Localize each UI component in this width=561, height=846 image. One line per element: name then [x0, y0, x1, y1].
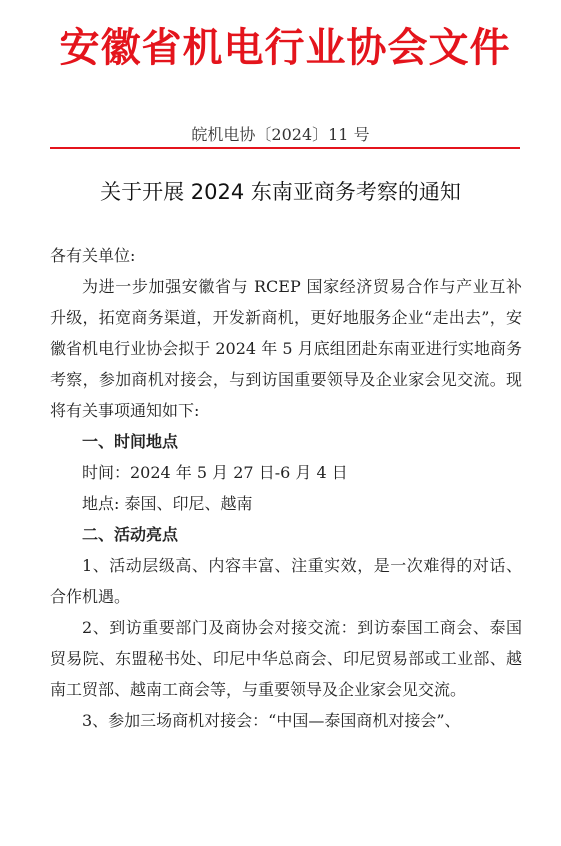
- place-line: 地点: 泰国、印尼、越南: [82, 494, 253, 513]
- document-title: 关于开展 2024 东南亚商务考察的通知: [100, 180, 461, 204]
- highlight-item-2: 2、到访重要部门及商协会对接交流：到访泰国工商会、泰国贸易院、东盟秘书处、印尼中华总商会、印尼贸易部或工业部、越南工贸部、越南工商会等，与重要领导及企业家会见交流。: [50, 618, 522, 699]
- header-divider-line: [50, 147, 520, 149]
- time-line: 时间：2024 年 5 月 27 日-6 月 4 日: [82, 463, 348, 482]
- highlight-item-1: 1、活动层级高、内容丰富、注重实效，是一次难得的对话、合作机遇。: [50, 556, 522, 606]
- document-org-header: 安徽省机电行业协会文件: [59, 24, 511, 71]
- document-number: 皖机电协〔2024〕11 号: [191, 125, 370, 144]
- highlight-item-3: 3、参加三场商机对接会：“中国—泰国商机对接会”、: [82, 711, 461, 730]
- salutation: 各有关单位:: [50, 246, 136, 265]
- section-heading-time-place: 一、时间地点: [82, 432, 179, 451]
- document-body: [50, 240, 522, 736]
- section-heading-highlights: 二、活动亮点: [82, 525, 179, 544]
- intro-paragraph: 为进一步加强安徽省与 RCEP 国家经济贸易合作与产业互补升级，拓宽商务渠道，开发新商机，更好地服务企业“走出去”，安徽省机电行业协会拟于 2024 年 5 月底组团赴东南亚进行实地商务考察，参加商机对接会，与到访国重要领导及企业家会见交流。现将有关事项通知如下:: [50, 277, 522, 420]
